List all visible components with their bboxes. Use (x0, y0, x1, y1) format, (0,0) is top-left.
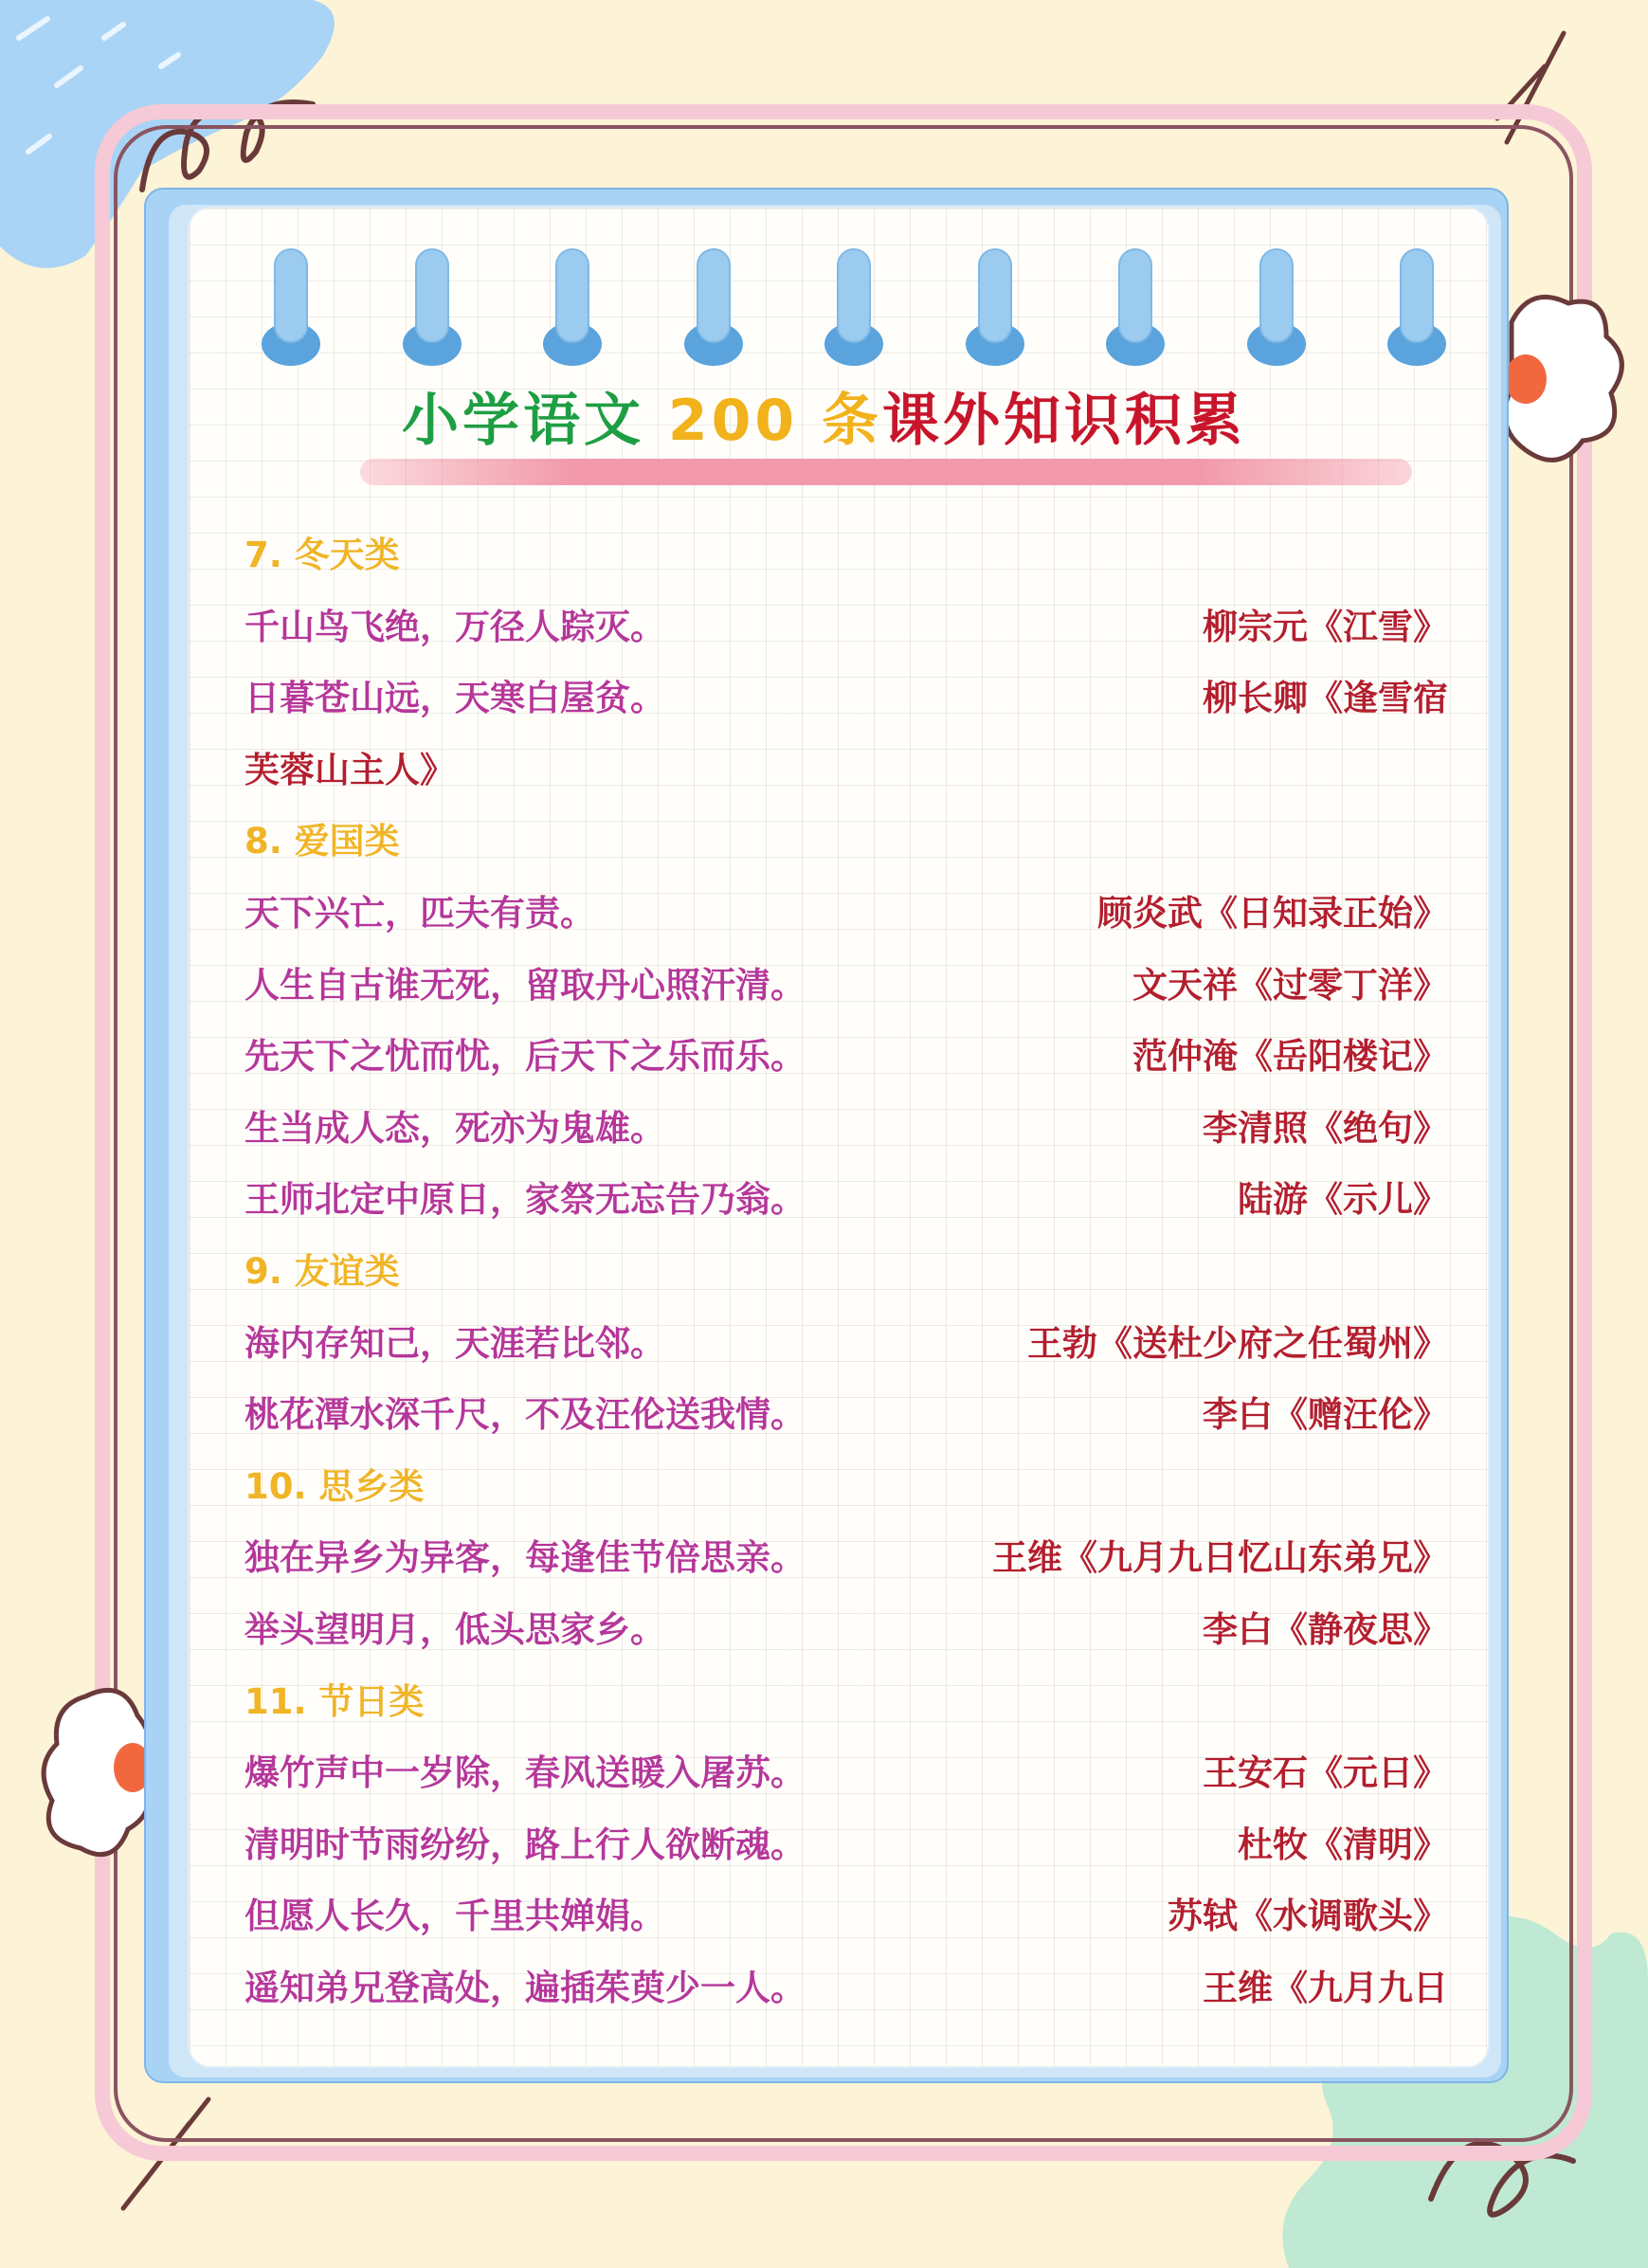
list-item (244, 1379, 1448, 1451)
white-flower-decoration (38, 1678, 161, 1877)
list-item (244, 591, 1448, 663)
list-item (244, 1522, 1448, 1594)
quote-text: 海内存知己，天涯若比邻。 (244, 1322, 665, 1364)
quote-source: 顾炎武《日知录正始》 (1097, 892, 1448, 934)
quote-source: 柳宗元《江雪》 (1203, 606, 1448, 647)
quote-text: 独在异乡为异客，每逢佳节倍思亲。 (244, 1537, 806, 1579)
quote-text: 天下兴亡，匹夫有责。 (244, 892, 595, 934)
list-item (244, 1952, 1448, 2024)
title-underline (360, 459, 1412, 485)
quote-source: 李白《赠汪伦》 (1203, 1394, 1448, 1436)
quote-source: 陆游《示儿》 (1238, 1179, 1448, 1221)
list-item (244, 1594, 1448, 1666)
section-heading: 7. 冬天类 (244, 535, 400, 575)
section-heading: 10. 思乡类 (244, 1465, 425, 1507)
list-item (244, 1880, 1448, 1952)
quote-source: 李清照《绝句》 (1203, 1107, 1448, 1149)
quote-source: 柳长卿《逢雪宿 (1203, 678, 1448, 719)
binder-ring (262, 248, 320, 366)
quote-text: 但愿人长久，千里共婵娟。 (244, 1896, 665, 1937)
title-part-2: 200 条 (667, 388, 883, 454)
list-item (244, 1021, 1448, 1093)
list-item (244, 662, 1448, 735)
binder-ring (966, 248, 1024, 366)
binder-ring (824, 248, 883, 366)
quote-source-continuation: 芙蓉山主人》 (244, 749, 455, 790)
binder-ring (684, 248, 743, 366)
binder-ring (1247, 248, 1306, 366)
quote-source: 李白《静夜思》 (1203, 1608, 1448, 1650)
quote-text: 爆竹声中一岁除，春风送暖入屠苏。 (244, 1752, 806, 1794)
binder-ring (1106, 248, 1165, 366)
list-item (244, 1308, 1448, 1380)
quote-text: 王师北定中原日，家祭无忘告乃翁。 (244, 1179, 806, 1221)
quote-text: 举头望明月，低头思家乡。 (244, 1608, 665, 1650)
quote-source: 文天祥《过零丁洋》 (1132, 964, 1448, 1006)
list-item (244, 1093, 1448, 1165)
quote-source: 王维《九月九日忆山东弟兄》 (992, 1537, 1448, 1579)
quote-source: 王维《九月九日 (1203, 1967, 1448, 2008)
quote-source: 王安石《元日》 (1203, 1752, 1448, 1794)
list-item (244, 1737, 1448, 1809)
quote-text: 千山鸟飞绝，万径人踪灭。 (244, 606, 665, 647)
quote-source: 王勃《送杜少府之任蜀州》 (1027, 1322, 1448, 1364)
binder-ring (403, 248, 462, 366)
poem-list (244, 519, 1448, 2023)
quote-text: 桃花潭水深千尺，不及汪伦送我情。 (244, 1394, 806, 1436)
quote-source: 杜牧《清明》 (1238, 1823, 1448, 1865)
title-part-1: 小学语文 (401, 388, 644, 454)
quote-text: 遥知弟兄登高处，遍插茱萸少一人。 (244, 1967, 806, 2008)
list-item (244, 878, 1448, 950)
page-title (0, 375, 1648, 457)
quote-text: 生当成人态，死亦为鬼雄。 (244, 1107, 665, 1149)
binder-ring (543, 248, 602, 366)
list-item (244, 1164, 1448, 1236)
section-heading: 9. 友谊类 (244, 1250, 400, 1292)
quote-text: 先天下之忧而忧，后天下之乐而乐。 (244, 1036, 806, 1078)
title-part-3: 课外知识积累 (882, 388, 1247, 454)
quote-text: 清明时节雨纷纷，路上行人欲断魂。 (244, 1823, 806, 1865)
quote-source: 范仲淹《岳阳楼记》 (1132, 1036, 1448, 1078)
quote-source: 苏轼《水调歌头》 (1168, 1896, 1448, 1937)
list-item (244, 735, 1448, 807)
quote-text: 日暮苍山远，天寒白屋贫。 (244, 678, 665, 719)
section-heading: 8. 爱国类 (244, 821, 400, 862)
section-heading: 11. 节日类 (244, 1680, 425, 1722)
list-item (244, 950, 1448, 1022)
binder-ring (1387, 248, 1446, 366)
quote-text: 人生自古谁无死，留取丹心照汗清。 (244, 964, 806, 1006)
list-item (244, 1809, 1448, 1881)
